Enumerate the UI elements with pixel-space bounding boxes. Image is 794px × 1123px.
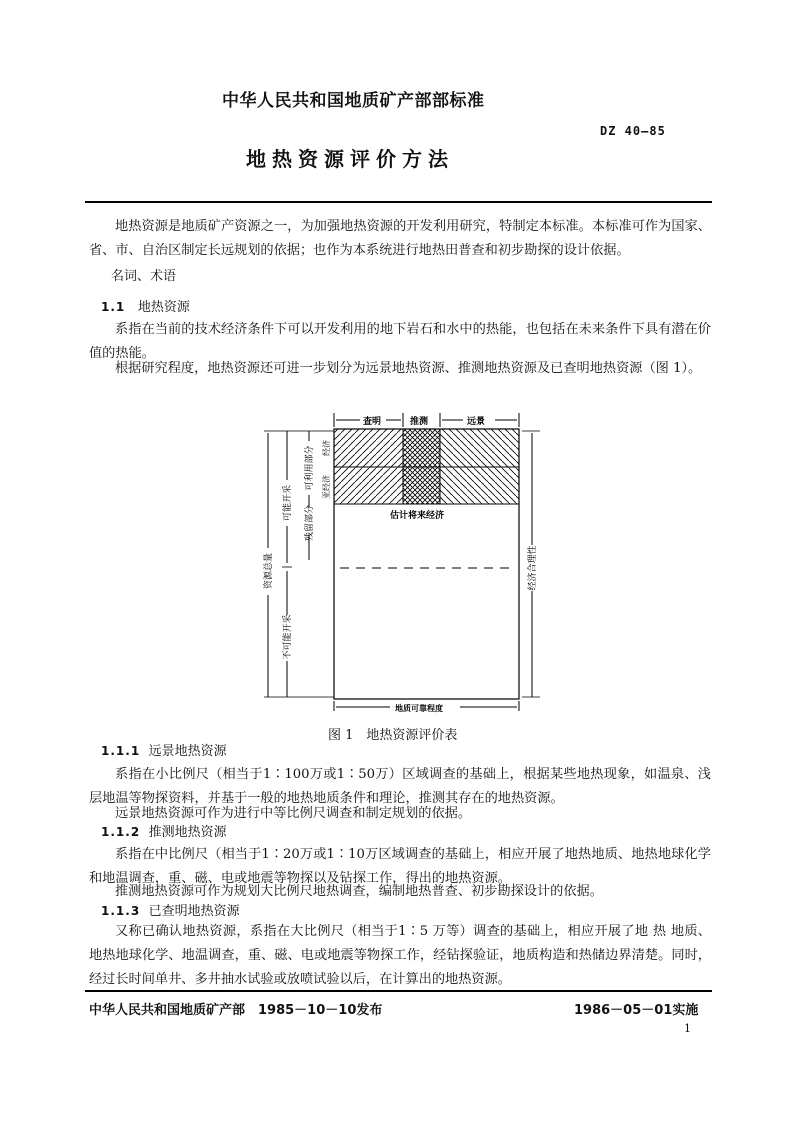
label-known: 查明 (363, 417, 382, 427)
intro-paragraph: 地热资源是地质矿产资源之一，为加强地热资源的开发利用研究，特制定本标准。本标准可作为国家、省、市、自治区制定长远规划的依据；也作为本系统进行地热田普查和初步勘探的设计依据。 (89, 219, 711, 258)
document-title: 地热资源评价方法 (246, 147, 454, 171)
label-future-economic: 估计将来经济 (390, 511, 445, 521)
implementation-date: 1986－05－01实施 (574, 1003, 699, 1018)
section-1-1-2-paragraph-1: 系指在中比例尺（相当于1∶20万或1∶10万区域调查的基础上，相应开展了地热地质、地热地球化学和地温调查，重、磁、电或地震等物探以及钻探工作，得出的地热资源。 (89, 847, 711, 886)
section-1-1-1-heading (89, 739, 711, 764)
section-1-1-2-paragraph-2: 推测地热资源可作为规划大比例尺地热调查，编制地热普查、初步勘探设计的依据。 (115, 884, 603, 899)
label-usable-part: 可利用部分 (305, 445, 315, 491)
label-economic: 经济 (322, 440, 331, 456)
section-number: 1.1 (101, 300, 126, 314)
resource-evaluation-figure (250, 405, 560, 731)
label-retained-part: 残留部分 (305, 504, 315, 542)
section-1-1-2-heading (89, 820, 711, 845)
label-unrecoverable: 不可能开采 (283, 614, 293, 660)
label-prospect: 远景 (467, 417, 486, 427)
label-recoverable: 可能开采 (283, 484, 293, 522)
top-dimension (334, 413, 519, 427)
figure-caption: 图 1 地热资源评价表 (328, 728, 458, 743)
standard-code: DZ 40—85 (600, 124, 666, 138)
page-number: 1 (684, 1022, 691, 1035)
label-subeconomic: 亚经济 (322, 475, 331, 499)
section-title: 推测地热资源 (148, 825, 227, 840)
header-rule (85, 201, 712, 203)
section-1-1-1-paragraph-1: 系指在小比例尺（相当于1∶100万或1∶50万）区域调查的基础上，根据某些地热现象，如温泉、浅层地温等物探资料，并基于一般的地热地质条件和理论，推测其存在的地热资源。 (89, 767, 711, 806)
publish-date: 中华人民共和国地质矿产部 1985－10－10发布 (89, 1003, 383, 1018)
section-number: 1.1.3 (101, 904, 141, 918)
section-1-1-paragraph-1: 系指在当前的技术经济条件下可以开发利用的地下岩石和水中的热能，也包括在未来条件下具有潜在价值的热能。 (89, 322, 711, 361)
footer-rule (85, 990, 712, 992)
label-total-resource: 资源总量 (264, 552, 274, 590)
section-title: 名词、术语 (111, 269, 177, 284)
section-1-1-paragraph-2: 根据研究程度，地热资源还可进一步划分为远景地热资源、推测地热资源及已查明地热资源（图 1）。 (115, 361, 702, 376)
section-1-1-1-paragraph-2: 远景地热资源可作为进行中等比例尺调查和制定规划的依据。 (115, 806, 472, 821)
section-1-1-3-paragraph-1: 又称已确认地热资源，系指在大比例尺（相当于1∶5 万等）调查的基础上，相应开展了地 热 地质、地热地球化学、地温调查，重、磁、电或地震等物探工作，经钻探验证，地质构造和热储边界清楚。同时，经过长时间单井、多井抽水试验或放喷试验以后，在计算出的地热资源。 (89, 924, 711, 987)
label-inferred: 推测 (410, 417, 429, 427)
section-title: 远景地热资源 (148, 744, 227, 759)
label-economic-rationality: 经济合理性 (528, 545, 538, 591)
section-number: 1.1.2 (101, 825, 141, 839)
issuing-organization: 中华人民共和国地质矿产部部标准 (222, 91, 485, 111)
section-title: 地热资源 (137, 300, 190, 315)
label-geological-reliability: 地质可靠程度 (395, 704, 443, 713)
section-1-heading (89, 265, 711, 289)
section-number: 1.1.1 (101, 744, 141, 758)
section-title: 已查明地热资源 (148, 904, 240, 919)
section-1-1-heading (89, 295, 711, 320)
